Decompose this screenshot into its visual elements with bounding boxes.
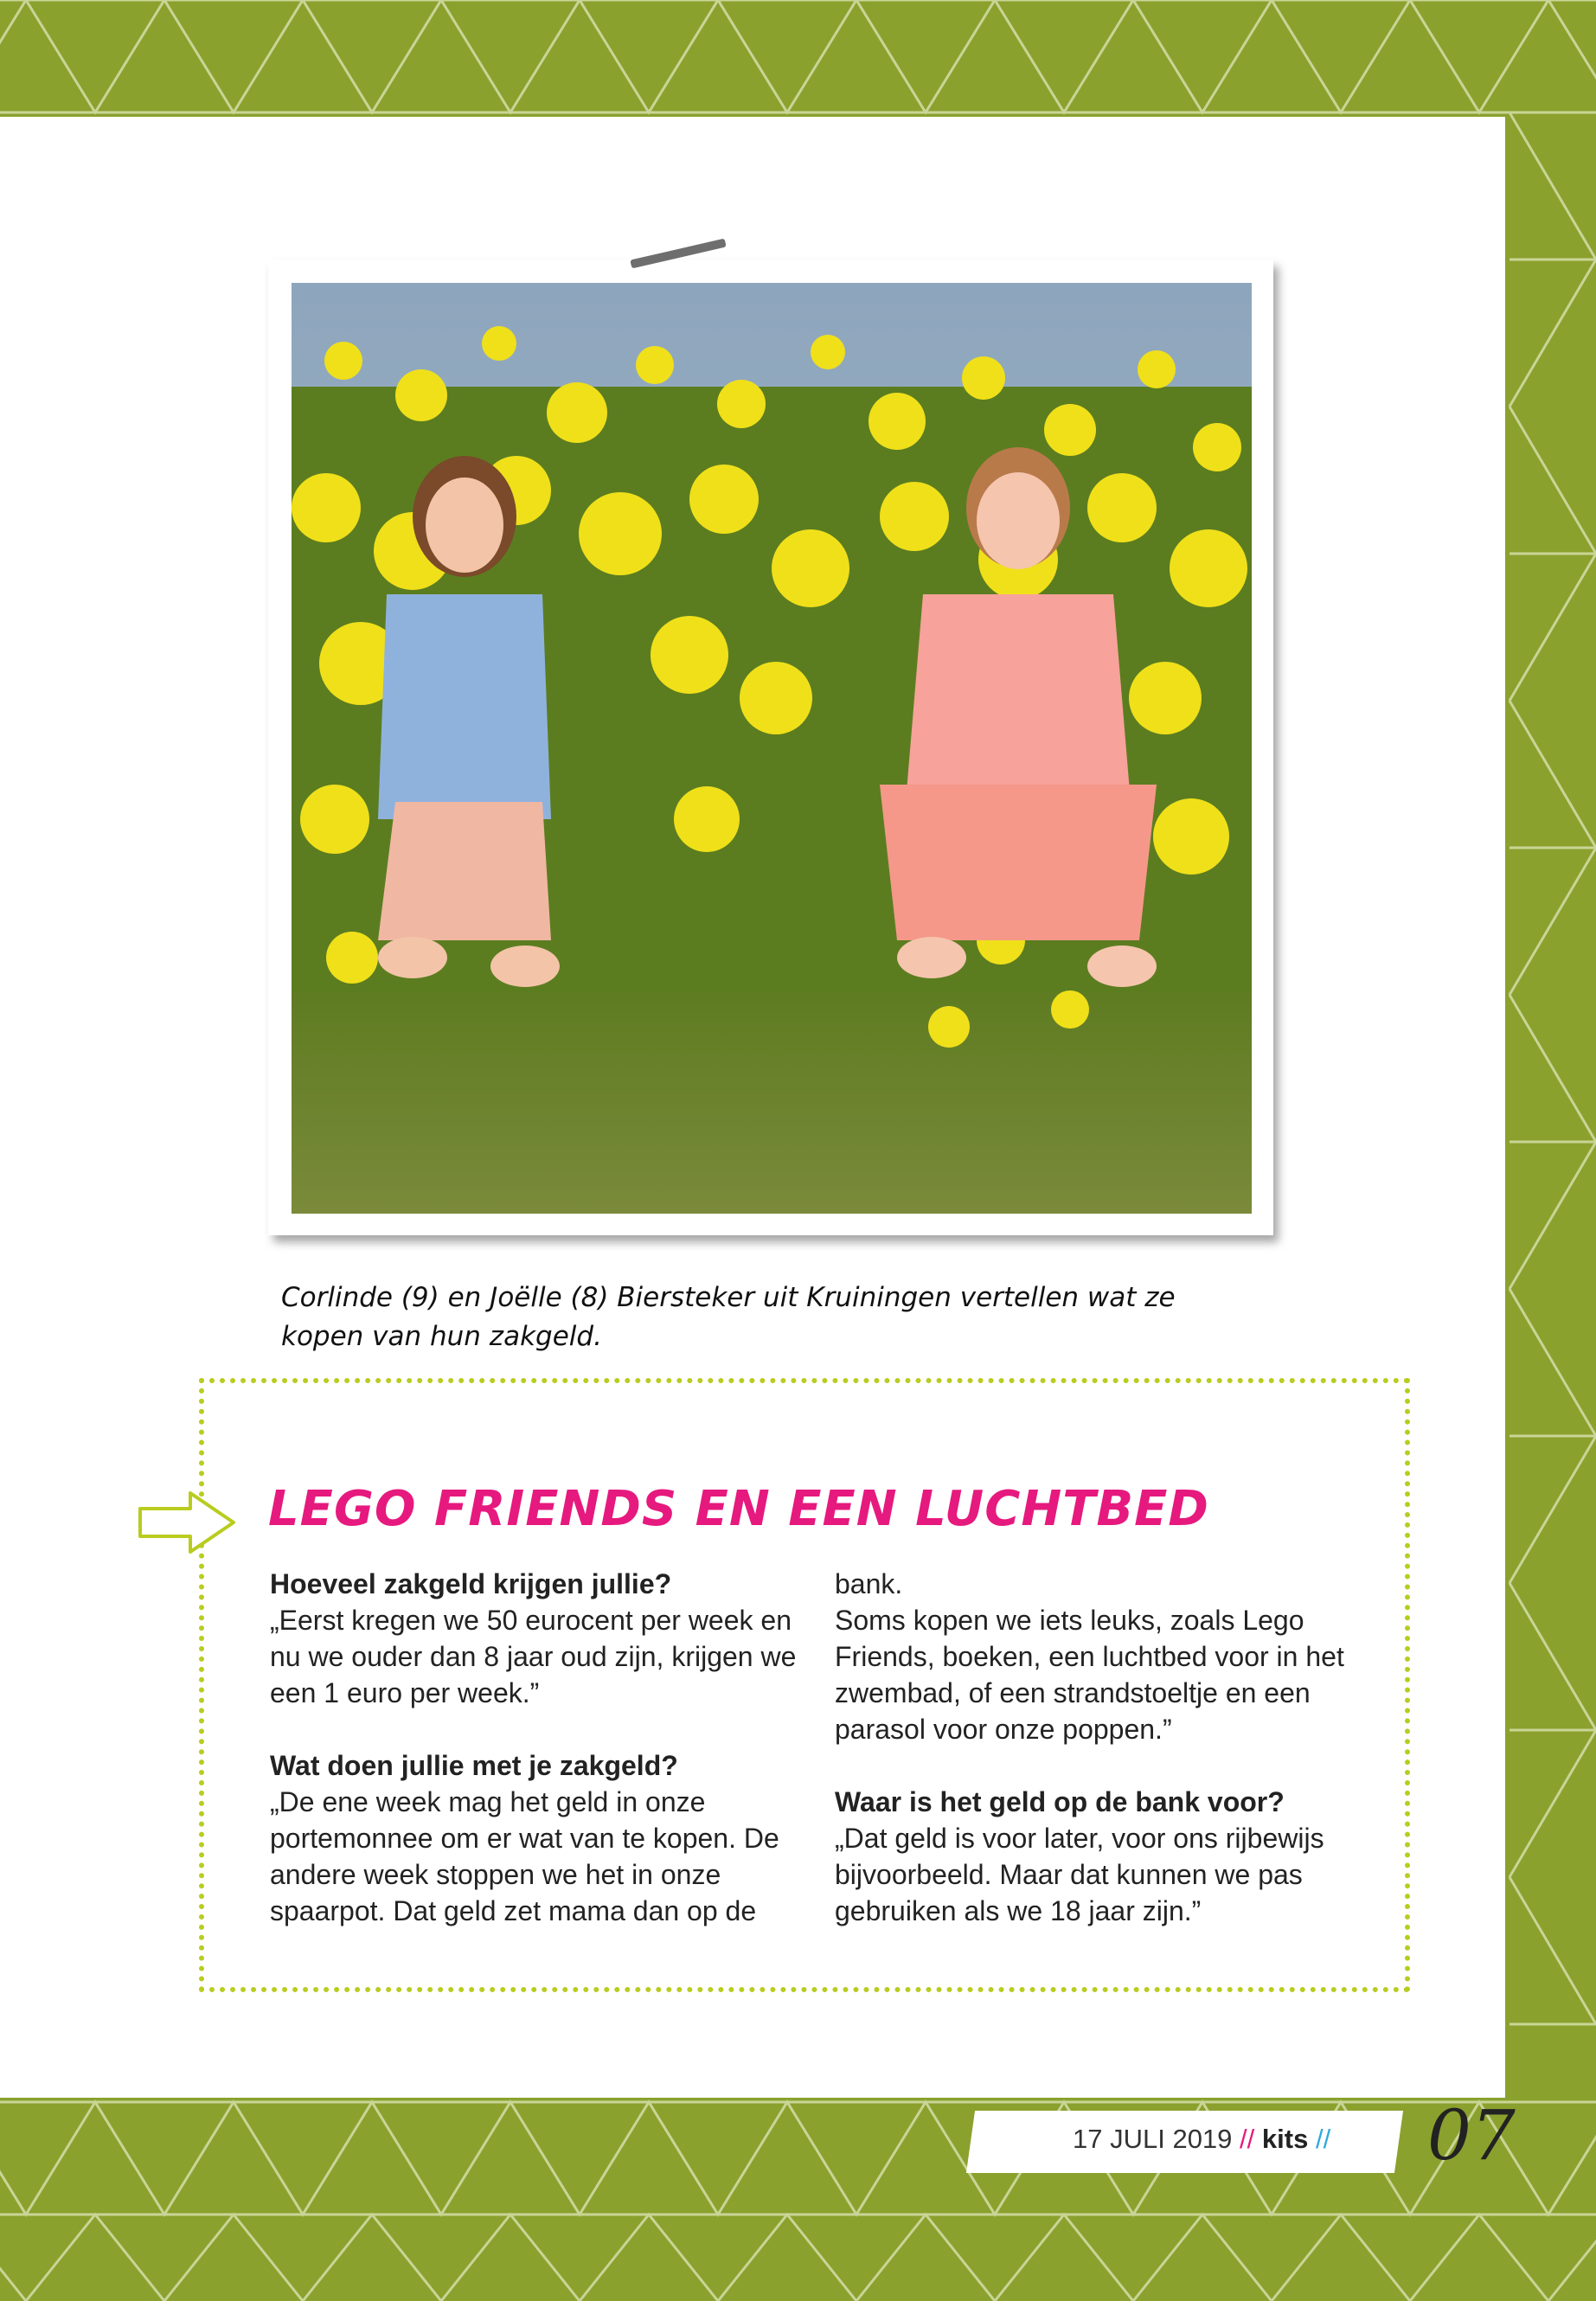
footer-brand: kits	[1261, 2124, 1309, 2154]
footer-date: 17 JULI 2019	[1073, 2124, 1233, 2154]
answer-2-continued: bank.	[835, 1568, 903, 1599]
footer-info	[1073, 2124, 1330, 2155]
photo-of-two-girls-in-yellow-flowers	[292, 283, 1252, 1214]
question-1: Hoeveel zakgeld krijgen jullie?	[270, 1568, 672, 1599]
answer-2-more: Soms kopen we iets leuks, zoals Lego Friends, boeken, een luchtbed voor in het zwembad, of een strandstoeltje en een parasol voor onze poppen.”	[835, 1605, 1344, 1745]
caption-line-1: Corlinde (9) en Joëlle (8) Biersteker uit Kruiningen vertellen wat ze	[281, 1282, 1176, 1313]
caption-line-2: kopen van hun zakgeld.	[281, 1321, 602, 1352]
answer-1: „Eerst kregen we 50 eurocent per week en nu we ouder dan 8 jaar oud zijn, krijgen we een 1 euro per week.”	[270, 1605, 797, 1708]
photo-frame	[268, 260, 1273, 1235]
article-heading: LEGO FRIENDS EN EEN LUCHTBED	[268, 1481, 1209, 1537]
arrow-right-icon	[137, 1488, 240, 1557]
footer-separator: //	[1240, 2124, 1255, 2154]
answer-3: „Dat geld is voor later, voor ons rijbewijs bijvoorbeeld. Maar dat kunnen we pas gebruiken als we 18 jaar zijn.”	[835, 1823, 1324, 1926]
article-column-right	[835, 1566, 1371, 1929]
article-column-left	[270, 1566, 806, 1929]
photo-caption	[281, 1279, 1233, 1356]
answer-2: „De ene week mag het geld in onze portemonnee om er wat van te kopen. De andere week stoppen we het in onze spaarpot. Dat geld zet mama dan op de	[270, 1786, 779, 1926]
page-number: 07	[1427, 2095, 1516, 2176]
question-2: Wat doen jullie met je zakgeld?	[270, 1750, 678, 1781]
question-3: Waar is het geld op de bank voor?	[835, 1786, 1285, 1817]
footer-separator-2: //	[1315, 2124, 1331, 2154]
